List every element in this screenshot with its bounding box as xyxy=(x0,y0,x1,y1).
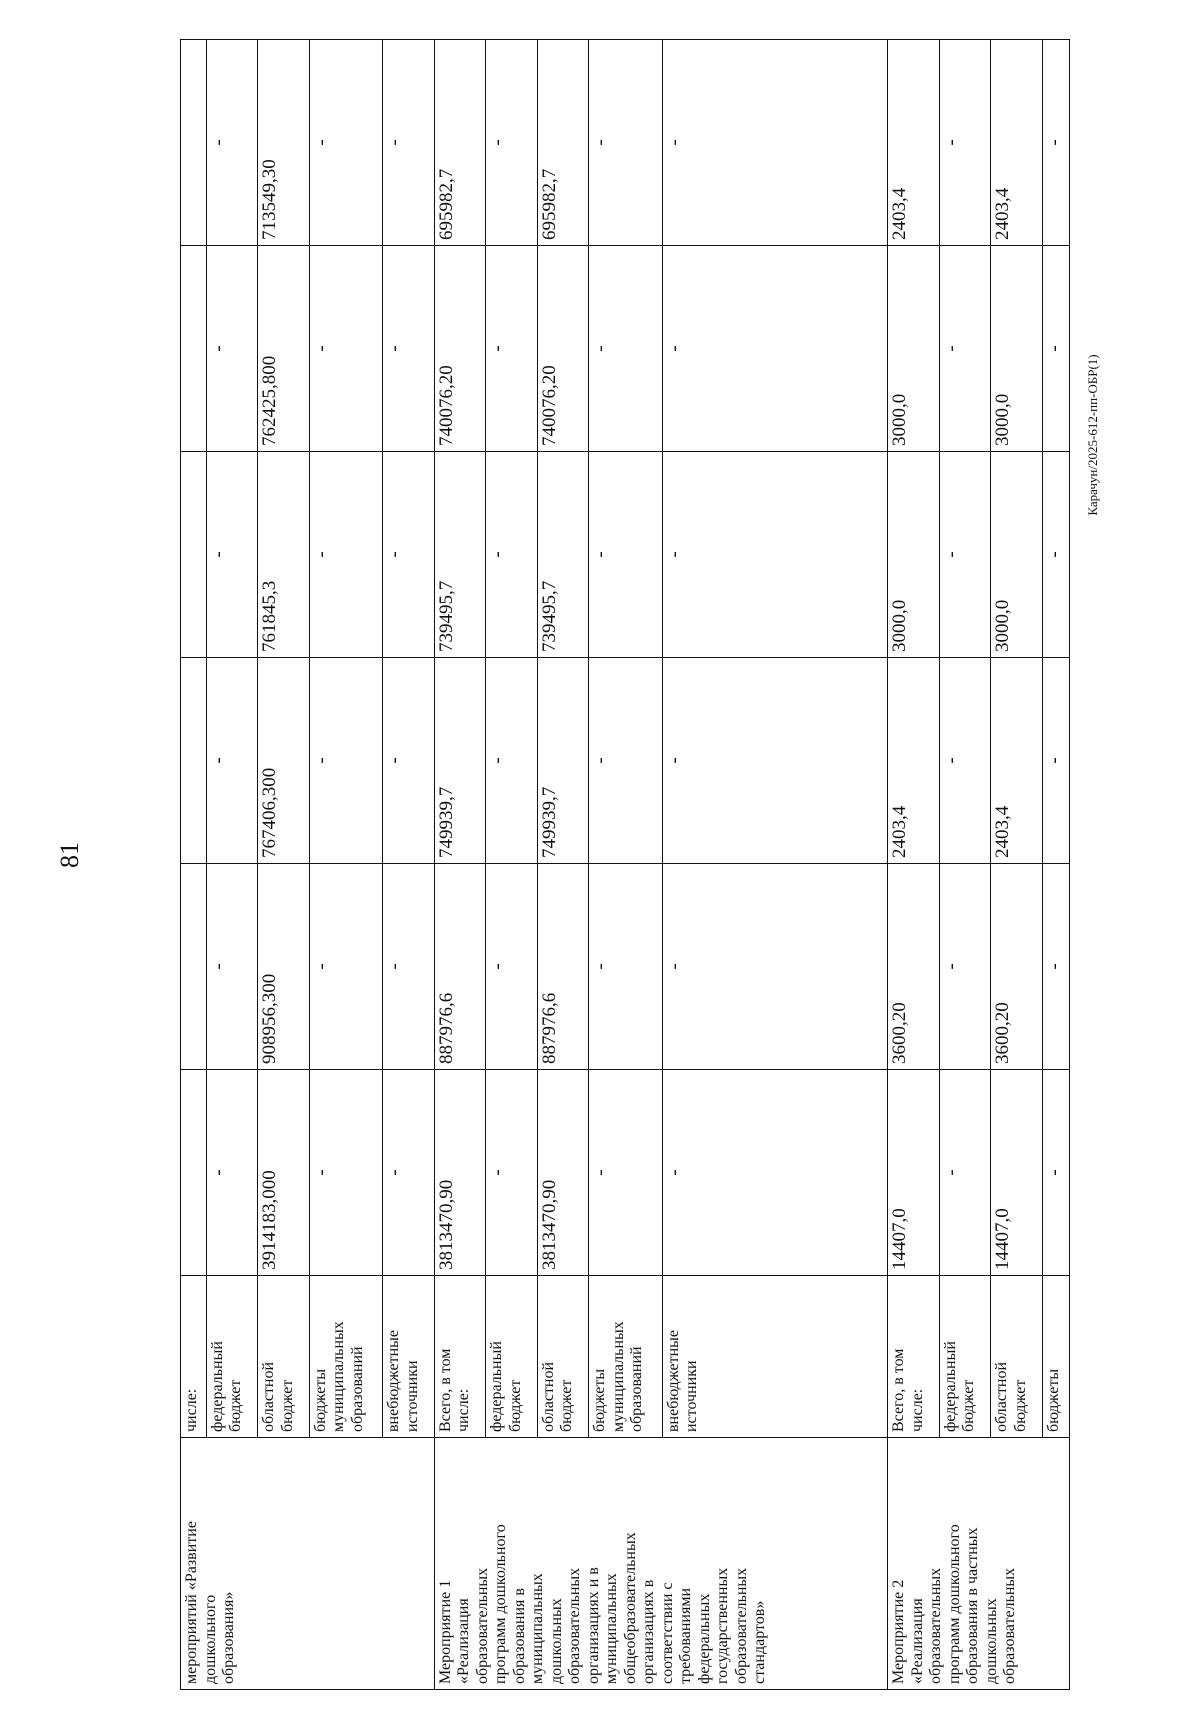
amount-cell: - xyxy=(1043,452,1070,658)
text-line: образовательных xyxy=(927,1567,945,1684)
text-line: Всего, в том xyxy=(436,1348,454,1432)
funding-source-cell xyxy=(888,1276,940,1438)
amount-cell: - xyxy=(589,452,662,658)
amount-cell: 749939,7 xyxy=(537,658,589,864)
text-line: числе: xyxy=(183,1388,200,1432)
text-line: дошкольных xyxy=(547,1598,565,1684)
amount-cell: 3000,0 xyxy=(888,452,940,658)
amount-cell: - xyxy=(486,1070,538,1276)
funding-table xyxy=(180,39,1070,1690)
text-line: «Реализация xyxy=(908,1598,926,1684)
amount-cell: - xyxy=(939,658,991,864)
amount-cell: 761845,3 xyxy=(258,452,310,658)
amount-cell: - xyxy=(206,658,258,864)
amount-cell: - xyxy=(206,452,258,658)
amount-cell: 767406,300 xyxy=(258,658,310,864)
amount-cell: 2403,4 xyxy=(991,658,1043,864)
table-container xyxy=(180,40,1070,1690)
amount-cell: 739495,7 xyxy=(537,452,589,658)
text-line: внебюджетные xyxy=(385,1330,403,1432)
amount-cell: 908956,300 xyxy=(258,864,310,1070)
text-line: бюджет xyxy=(1011,1379,1029,1432)
funding-source-cell xyxy=(1043,1276,1070,1438)
funding-source-cell xyxy=(589,1276,662,1438)
text-line: Мероприятие 1 xyxy=(436,1579,454,1684)
funding-source-cell xyxy=(383,1276,435,1438)
text-line: бюджет xyxy=(227,1379,245,1432)
text-line: федеральный xyxy=(488,1341,506,1432)
amount-cell: 3000,0 xyxy=(991,452,1043,658)
amount-cell: - xyxy=(206,40,258,246)
text-line: «Реализация xyxy=(455,1598,473,1684)
amount-cell: 3914183,000 xyxy=(258,1070,310,1276)
text-line: областной xyxy=(539,1361,557,1432)
text-line: образовательных xyxy=(732,1567,750,1684)
amount-cell xyxy=(181,658,207,864)
amount-cell: 14407,0 xyxy=(991,1070,1043,1276)
text-line: организациях в xyxy=(640,1579,658,1684)
text-line: областной xyxy=(993,1361,1011,1432)
text-line: федеральных xyxy=(695,1593,713,1684)
amount-cell: 3813470,90 xyxy=(434,1070,486,1276)
amount-cell xyxy=(181,864,207,1070)
activity-name-cell xyxy=(888,1438,1070,1690)
amount-cell: 695982,7 xyxy=(434,40,486,246)
text-line: организациях и в xyxy=(584,1567,602,1684)
amount-cell: - xyxy=(939,246,991,452)
amount-cell: - xyxy=(383,1070,435,1276)
amount-cell: 739495,7 xyxy=(434,452,486,658)
table-row xyxy=(888,40,940,1690)
amount-cell: - xyxy=(1043,246,1070,452)
amount-cell: 2403,4 xyxy=(888,40,940,246)
text-line: образований xyxy=(628,1346,646,1432)
text-line: мероприятий «Развитие xyxy=(183,1521,200,1684)
amount-cell: 3000,0 xyxy=(888,246,940,452)
amount-cell: - xyxy=(383,452,435,658)
funding-source-cell xyxy=(662,1276,888,1438)
amount-cell: - xyxy=(662,40,888,246)
text-line: образования в xyxy=(510,1588,528,1684)
amount-cell: - xyxy=(939,40,991,246)
amount-cell: - xyxy=(1043,864,1070,1070)
funding-source-cell xyxy=(991,1276,1043,1438)
text-line: дошкольного xyxy=(201,1594,219,1684)
amount-cell: - xyxy=(486,452,538,658)
text-line: бюджет xyxy=(558,1379,576,1432)
text-line: бюджет xyxy=(506,1379,524,1432)
text-line: общеобразовательных xyxy=(621,1532,639,1684)
funding-source-cell xyxy=(181,1276,207,1438)
amount-cell xyxy=(181,40,207,246)
activity-name-cell xyxy=(434,1438,888,1690)
amount-cell: - xyxy=(589,246,662,452)
amount-cell: 749939,7 xyxy=(434,658,486,864)
amount-cell xyxy=(181,246,207,452)
amount-cell: - xyxy=(309,452,382,658)
amount-cell: - xyxy=(206,864,258,1070)
text-line: федеральный xyxy=(941,1341,959,1432)
text-line: бюджет xyxy=(278,1379,296,1432)
amount-cell: - xyxy=(486,658,538,864)
amount-cell: - xyxy=(589,40,662,246)
amount-cell: - xyxy=(939,452,991,658)
amount-cell: 740076,20 xyxy=(434,246,486,452)
text-line: федеральный xyxy=(208,1341,226,1432)
amount-cell: 713549,30 xyxy=(258,40,310,246)
text-line: образовательных xyxy=(473,1567,491,1684)
amount-cell: - xyxy=(589,864,662,1070)
funding-source-cell xyxy=(434,1276,486,1438)
amount-cell: 762425,800 xyxy=(258,246,310,452)
text-line: внебюджетные xyxy=(664,1330,682,1432)
amount-cell: - xyxy=(486,864,538,1070)
funding-source-cell xyxy=(206,1276,258,1438)
text-line: программ дошкольного xyxy=(492,1524,510,1684)
activity-name-cell xyxy=(181,1438,435,1690)
text-line: областной xyxy=(260,1361,278,1432)
funding-source-cell xyxy=(486,1276,538,1438)
funding-source-cell xyxy=(258,1276,310,1438)
funding-source-cell xyxy=(537,1276,589,1438)
amount-cell: - xyxy=(486,246,538,452)
amount-cell: - xyxy=(309,864,382,1070)
amount-cell: - xyxy=(486,40,538,246)
text-line: источники xyxy=(403,1360,421,1432)
text-line: муниципальных xyxy=(529,1573,547,1684)
amount-cell: 3813470,90 xyxy=(537,1070,589,1276)
amount-cell: 3600,20 xyxy=(888,864,940,1070)
amount-cell: - xyxy=(309,40,382,246)
amount-cell: - xyxy=(939,1070,991,1276)
amount-cell: 3000,0 xyxy=(991,246,1043,452)
amount-cell: 695982,7 xyxy=(537,40,589,246)
amount-cell: - xyxy=(1043,1070,1070,1276)
amount-cell: 887976,6 xyxy=(434,864,486,1070)
amount-cell: - xyxy=(383,658,435,864)
amount-cell: - xyxy=(1043,658,1070,864)
amount-cell: - xyxy=(383,246,435,452)
amount-cell: - xyxy=(1043,40,1070,246)
funding-source-cell xyxy=(309,1276,382,1438)
amount-cell: 3600,20 xyxy=(991,864,1043,1070)
amount-cell: - xyxy=(939,864,991,1070)
text-line: числе: xyxy=(455,1388,473,1432)
amount-cell: - xyxy=(589,1070,662,1276)
amount-cell: - xyxy=(383,40,435,246)
amount-cell: - xyxy=(309,1070,382,1276)
text-line: Всего, в том xyxy=(890,1348,908,1432)
text-line: образования» xyxy=(220,1591,237,1684)
text-line: требованиями xyxy=(677,1587,695,1684)
amount-cell: 740076,20 xyxy=(537,246,589,452)
text-line: числе: xyxy=(908,1388,926,1432)
text-line: источники xyxy=(683,1360,701,1432)
funding-source-cell xyxy=(939,1276,991,1438)
amount-cell: - xyxy=(662,246,888,452)
document-code: Карачун/2025-612-пп-ОБР(1) xyxy=(1085,354,1100,516)
text-line: Мероприятие 2 xyxy=(890,1579,908,1684)
text-line: образований xyxy=(348,1346,366,1432)
text-line: государственных xyxy=(714,1567,732,1684)
text-line: бюджеты xyxy=(311,1368,329,1432)
amount-cell: 2403,4 xyxy=(888,658,940,864)
amount-cell: - xyxy=(309,658,382,864)
amount-cell: - xyxy=(662,1070,888,1276)
amount-cell: 2403,4 xyxy=(991,40,1043,246)
amount-cell: - xyxy=(589,658,662,864)
table-row xyxy=(181,40,207,1690)
text-line: дошкольных xyxy=(982,1598,1000,1684)
amount-cell: - xyxy=(206,1070,258,1276)
text-line: образовательных xyxy=(1001,1567,1019,1684)
amount-cell: - xyxy=(662,658,888,864)
amount-cell: - xyxy=(662,864,888,1070)
page-number: 81 xyxy=(55,842,84,868)
text-line: бюджет xyxy=(960,1379,978,1432)
text-line: стандартов» xyxy=(751,1600,769,1684)
amount-cell: 14407,0 xyxy=(888,1070,940,1276)
table-row xyxy=(434,40,486,1690)
amount-cell: - xyxy=(662,452,888,658)
text-line: образовательных xyxy=(566,1567,584,1684)
amount-cell: - xyxy=(383,864,435,1070)
text-line: соответствии с xyxy=(658,1582,676,1684)
text-line: бюджеты xyxy=(591,1368,609,1432)
amount-cell xyxy=(181,452,207,658)
text-line: муниципальных xyxy=(609,1321,627,1432)
amount-cell: - xyxy=(309,246,382,452)
amount-cell: 887976,6 xyxy=(537,864,589,1070)
text-line: образования в частных xyxy=(964,1527,982,1684)
text-line: бюджеты xyxy=(1045,1368,1063,1432)
amount-cell: - xyxy=(206,246,258,452)
text-line: программ дошкольного xyxy=(945,1524,963,1684)
text-line: муниципальных xyxy=(330,1321,348,1432)
amount-cell xyxy=(181,1070,207,1276)
text-line: муниципальных xyxy=(603,1573,621,1684)
